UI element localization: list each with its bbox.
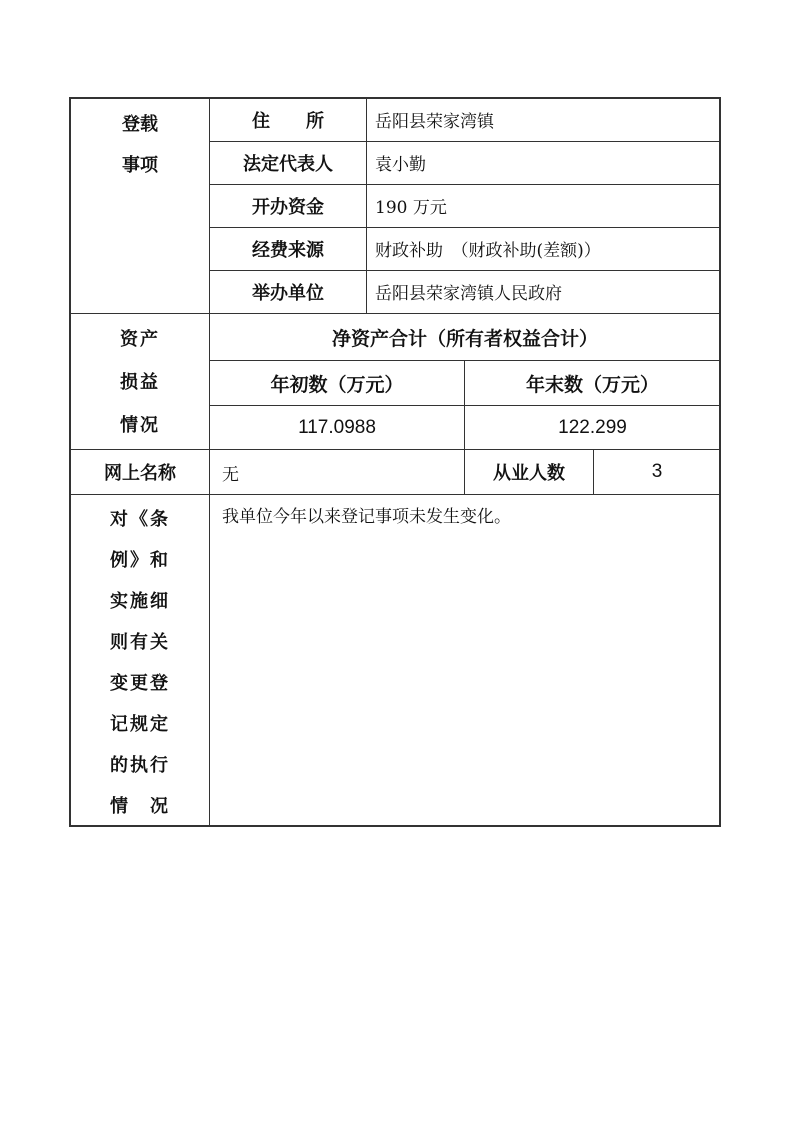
compliance-label-line-7: 的执行 bbox=[110, 755, 170, 776]
staff-count-label: 从业人数 bbox=[493, 463, 565, 484]
assets-label-line-2: 损益 bbox=[120, 372, 160, 393]
funding-value: 190 万元 bbox=[375, 198, 447, 218]
assets-label-line-3: 情况 bbox=[120, 415, 160, 436]
begin-year-value: 117.0988 bbox=[298, 416, 376, 438]
legal-representative-value: 袁小勤 bbox=[375, 155, 426, 175]
compliance-label-line-6: 记规定 bbox=[110, 714, 170, 735]
compliance-top-line bbox=[69, 494, 721, 495]
assets-section-label bbox=[71, 318, 209, 447]
legal-representative-label: 法定代表人 bbox=[243, 153, 333, 175]
compliance-label bbox=[71, 499, 209, 827]
end-year-value: 122.299 bbox=[558, 416, 627, 438]
address-value: 岳阳县荣家湾镇 bbox=[375, 112, 494, 132]
compliance-label-line-4: 则有关 bbox=[110, 632, 170, 653]
assets-label-line-1: 资产 bbox=[120, 329, 160, 350]
end-year-label: 年末数（万元） bbox=[525, 373, 659, 396]
compliance-label-line-8: 情 况 bbox=[110, 796, 170, 817]
staff-count-value: 3 bbox=[651, 461, 663, 482]
compliance-value: 我单位今年以来登记事项未发生变化。 bbox=[222, 507, 511, 527]
compliance-label-line-1: 对《条 bbox=[110, 509, 170, 530]
compliance-label-line-5: 变更登 bbox=[110, 673, 170, 694]
fund-source-label: 经费来源 bbox=[252, 239, 324, 261]
net-assets-header: 净资产合计（所有者权益合计） bbox=[331, 327, 598, 350]
fund-source-value: 财政补助 （财政补助(差额)） bbox=[375, 241, 601, 261]
registration-label-line-2: 事项 bbox=[122, 155, 158, 176]
registration-label-line-1: 登载 bbox=[122, 114, 158, 135]
online-name-value: 无 bbox=[222, 464, 239, 485]
compliance-label-line-2: 例》和 bbox=[110, 550, 170, 571]
begin-year-label: 年初数（万元） bbox=[270, 373, 404, 396]
online-name-label: 网上名称 bbox=[104, 463, 176, 484]
sponsor-value: 岳阳县荣家湾镇人民政府 bbox=[375, 284, 562, 304]
sponsor-label: 举办单位 bbox=[252, 282, 324, 304]
address-label: 住 所 bbox=[252, 110, 324, 132]
registration-column-divider bbox=[366, 97, 367, 314]
compliance-label-line-3: 实施细 bbox=[110, 591, 170, 612]
registration-section-label bbox=[71, 104, 209, 186]
funding-label: 开办资金 bbox=[252, 196, 324, 218]
